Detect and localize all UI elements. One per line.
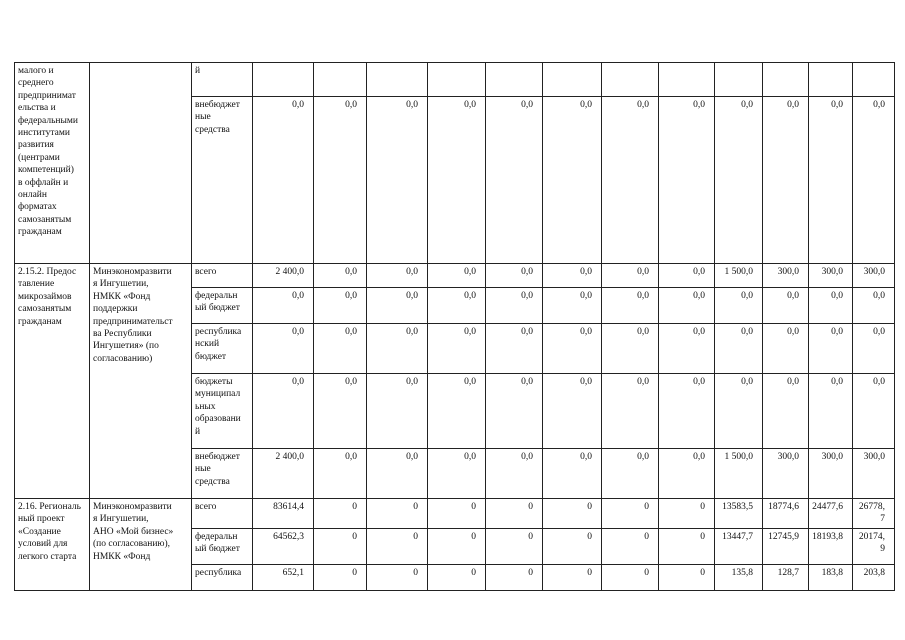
value-cell: 0,0 bbox=[428, 324, 486, 374]
table-row bbox=[15, 264, 895, 288]
value-cell: 0,0 bbox=[602, 288, 659, 324]
value-cell bbox=[253, 63, 314, 97]
budget-table bbox=[14, 62, 895, 591]
executor-cell: Минэкономразвити я Ингушетии, НМКК «Фонд поддержки предпринимательст ва Республики Ингушетия» (по согласованию) bbox=[90, 264, 192, 499]
value-cell: 300,0 bbox=[853, 264, 895, 288]
value-cell: 300,0 bbox=[763, 449, 809, 499]
value-cell: 0,0 bbox=[809, 324, 853, 374]
value-cell: 0,0 bbox=[763, 374, 809, 449]
value-cell: 0,0 bbox=[602, 449, 659, 499]
value-cell: 0,0 bbox=[428, 264, 486, 288]
value-cell: 0 bbox=[314, 499, 367, 529]
value-cell: 13447,7 bbox=[715, 528, 763, 564]
value-cell: 20174,9 bbox=[853, 528, 895, 564]
value-cell: 0 bbox=[602, 499, 659, 529]
value-cell bbox=[314, 63, 367, 97]
funding-source-cell: республика bbox=[192, 564, 253, 590]
value-cell: 1 500,0 bbox=[715, 449, 763, 499]
value-cell: 0 bbox=[602, 528, 659, 564]
value-cell: 0,0 bbox=[314, 449, 367, 499]
value-cell: 0,0 bbox=[253, 324, 314, 374]
value-cell: 0,0 bbox=[853, 97, 895, 264]
value-cell: 18193,8 bbox=[809, 528, 853, 564]
value-cell: 0,0 bbox=[486, 374, 543, 449]
value-cell: 0,0 bbox=[715, 374, 763, 449]
value-cell: 0 bbox=[314, 528, 367, 564]
value-cell: 0,0 bbox=[314, 288, 367, 324]
value-cell: 2 400,0 bbox=[253, 264, 314, 288]
value-cell: 0 bbox=[428, 528, 486, 564]
table-row bbox=[15, 63, 895, 97]
value-cell: 0,0 bbox=[659, 449, 715, 499]
value-cell: 0,0 bbox=[763, 324, 809, 374]
value-cell: 2 400,0 bbox=[253, 449, 314, 499]
value-cell: 0,0 bbox=[314, 374, 367, 449]
value-cell: 0,0 bbox=[659, 374, 715, 449]
value-cell: 0,0 bbox=[253, 374, 314, 449]
value-cell: 0,0 bbox=[602, 374, 659, 449]
value-cell bbox=[486, 63, 543, 97]
value-cell: 0,0 bbox=[809, 97, 853, 264]
value-cell: 1 500,0 bbox=[715, 264, 763, 288]
value-cell: 0,0 bbox=[486, 97, 543, 264]
measure-name-cell: 2.15.2. Предос тавление микрозаймов самозанятым гражданам bbox=[15, 264, 90, 499]
value-cell: 128,7 bbox=[763, 564, 809, 590]
value-cell: 0 bbox=[543, 564, 602, 590]
value-cell: 0,0 bbox=[853, 374, 895, 449]
value-cell: 0,0 bbox=[367, 374, 428, 449]
value-cell: 0,0 bbox=[715, 97, 763, 264]
executor-cell bbox=[90, 63, 192, 264]
value-cell: 0,0 bbox=[486, 449, 543, 499]
funding-source-cell: федеральн ый бюджет bbox=[192, 288, 253, 324]
executor-cell: Минэкономразвити я Ингушетии, АНО «Мой бизнес» (по согласованию), НМКК «Фонд bbox=[90, 499, 192, 591]
value-cell: 0,0 bbox=[367, 97, 428, 264]
value-cell: 0 bbox=[486, 499, 543, 529]
value-cell: 0,0 bbox=[763, 288, 809, 324]
value-cell: 135,8 bbox=[715, 564, 763, 590]
value-cell: 0 bbox=[486, 564, 543, 590]
value-cell: 0,0 bbox=[602, 264, 659, 288]
funding-source-cell: й bbox=[192, 63, 253, 97]
value-cell: 0,0 bbox=[314, 324, 367, 374]
value-cell bbox=[428, 63, 486, 97]
value-cell: 64562,3 bbox=[253, 528, 314, 564]
value-cell bbox=[809, 63, 853, 97]
value-cell: 0 bbox=[314, 564, 367, 590]
value-cell: 0,0 bbox=[253, 97, 314, 264]
value-cell: 0,0 bbox=[543, 374, 602, 449]
value-cell: 300,0 bbox=[853, 449, 895, 499]
value-cell: 0,0 bbox=[486, 264, 543, 288]
funding-source-cell: всего bbox=[192, 499, 253, 529]
value-cell: 24477,6 bbox=[809, 499, 853, 529]
value-cell: 0,0 bbox=[486, 324, 543, 374]
value-cell: 0,0 bbox=[659, 264, 715, 288]
value-cell: 0,0 bbox=[543, 97, 602, 264]
value-cell: 0,0 bbox=[543, 324, 602, 374]
value-cell bbox=[602, 63, 659, 97]
value-cell: 652,1 bbox=[253, 564, 314, 590]
measure-name-cell: 2.16. Региональ ный проект «Создание условий для легкого старта bbox=[15, 499, 90, 591]
value-cell: 12745,9 bbox=[763, 528, 809, 564]
measure-name-cell: малого и среднего предпринимат ельства и федеральными институтами развития (центрами компетенций) в оффлайн и онлайн форматах самозанятым гражданам bbox=[15, 63, 90, 264]
value-cell: 0 bbox=[543, 528, 602, 564]
value-cell: 0,0 bbox=[543, 449, 602, 499]
funding-source-cell: внебюджет ные средства bbox=[192, 97, 253, 264]
value-cell: 0,0 bbox=[428, 374, 486, 449]
funding-source-cell: республика нский бюджет bbox=[192, 324, 253, 374]
funding-source-cell: бюджеты муниципал ьных образовани й bbox=[192, 374, 253, 449]
value-cell: 0,0 bbox=[428, 97, 486, 264]
value-cell: 0,0 bbox=[367, 324, 428, 374]
value-cell: 0,0 bbox=[659, 97, 715, 264]
value-cell: 0 bbox=[367, 528, 428, 564]
funding-source-cell: внебюджет ные средства bbox=[192, 449, 253, 499]
value-cell: 0,0 bbox=[367, 288, 428, 324]
value-cell bbox=[659, 63, 715, 97]
value-cell: 203,8 bbox=[853, 564, 895, 590]
value-cell: 13583,5 bbox=[715, 499, 763, 529]
value-cell: 0 bbox=[367, 564, 428, 590]
value-cell: 0,0 bbox=[715, 324, 763, 374]
value-cell: 300,0 bbox=[763, 264, 809, 288]
funding-source-cell: федеральн ый бюджет bbox=[192, 528, 253, 564]
value-cell: 0 bbox=[543, 499, 602, 529]
value-cell bbox=[853, 63, 895, 97]
value-cell: 0,0 bbox=[853, 288, 895, 324]
value-cell: 0,0 bbox=[428, 449, 486, 499]
value-cell: 0,0 bbox=[314, 264, 367, 288]
value-cell: 0,0 bbox=[809, 374, 853, 449]
value-cell bbox=[367, 63, 428, 97]
value-cell: 0,0 bbox=[543, 264, 602, 288]
value-cell: 26778,7 bbox=[853, 499, 895, 529]
value-cell: 0,0 bbox=[367, 264, 428, 288]
value-cell: 183,8 bbox=[809, 564, 853, 590]
table-row bbox=[15, 499, 895, 529]
value-cell: 0,0 bbox=[314, 97, 367, 264]
value-cell: 0,0 bbox=[253, 288, 314, 324]
value-cell: 0 bbox=[486, 528, 543, 564]
value-cell bbox=[763, 63, 809, 97]
value-cell: 0 bbox=[428, 564, 486, 590]
value-cell: 0,0 bbox=[486, 288, 543, 324]
value-cell: 0 bbox=[659, 528, 715, 564]
value-cell: 0,0 bbox=[715, 288, 763, 324]
value-cell: 0,0 bbox=[809, 288, 853, 324]
value-cell: 0,0 bbox=[659, 324, 715, 374]
value-cell bbox=[715, 63, 763, 97]
value-cell: 0,0 bbox=[763, 97, 809, 264]
value-cell: 0,0 bbox=[543, 288, 602, 324]
value-cell: 0,0 bbox=[853, 324, 895, 374]
value-cell: 0,0 bbox=[602, 324, 659, 374]
value-cell bbox=[543, 63, 602, 97]
value-cell: 0,0 bbox=[367, 449, 428, 499]
value-cell: 0 bbox=[659, 564, 715, 590]
value-cell: 300,0 bbox=[809, 449, 853, 499]
value-cell: 0,0 bbox=[659, 288, 715, 324]
value-cell: 83614,4 bbox=[253, 499, 314, 529]
value-cell: 300,0 bbox=[809, 264, 853, 288]
value-cell: 0 bbox=[428, 499, 486, 529]
value-cell: 0 bbox=[602, 564, 659, 590]
funding-source-cell: всего bbox=[192, 264, 253, 288]
value-cell: 0,0 bbox=[428, 288, 486, 324]
value-cell: 18774,6 bbox=[763, 499, 809, 529]
value-cell: 0 bbox=[367, 499, 428, 529]
value-cell: 0 bbox=[659, 499, 715, 529]
value-cell: 0,0 bbox=[602, 97, 659, 264]
